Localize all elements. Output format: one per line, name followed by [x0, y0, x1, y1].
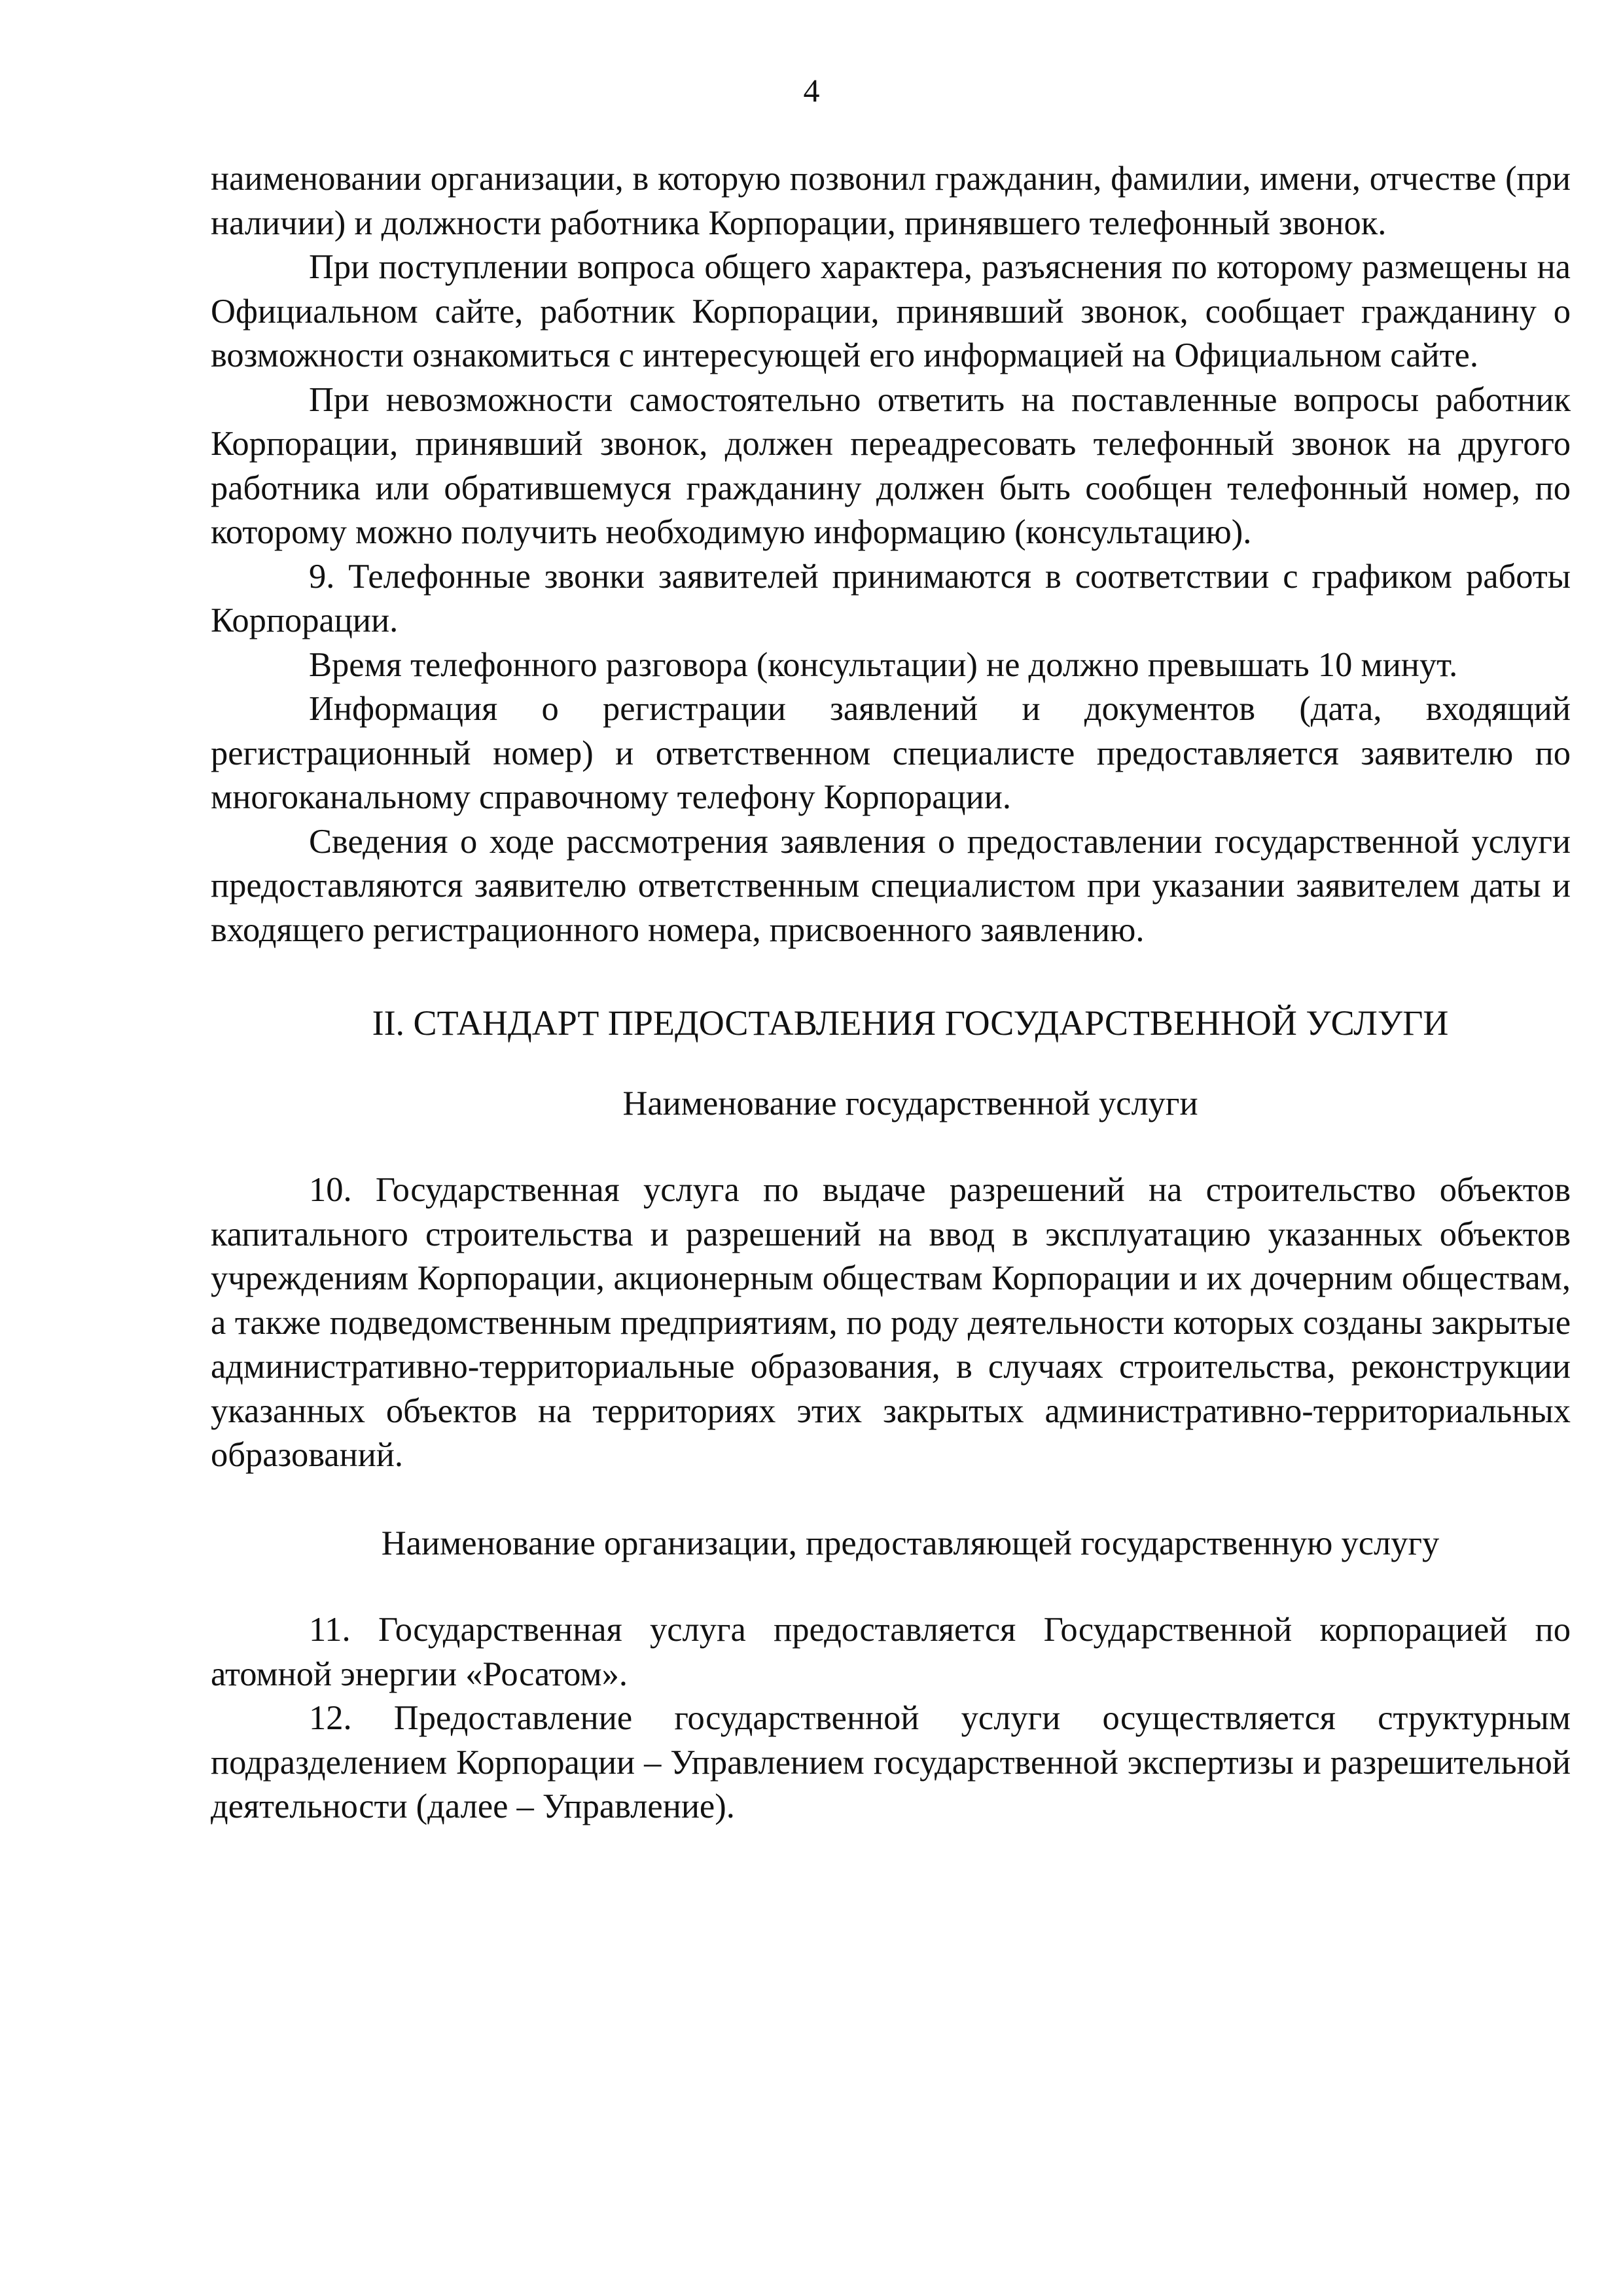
paragraph-application-status: Сведения о ходе рассмотрения заявления о предоставлении государственной услуги предоставляются заявителю ответственным специалистом при указании заявителем даты и входящего регистрационного номера, присвоенного заявлению. [211, 822, 1571, 949]
spacer [211, 952, 1571, 1001]
spacer [211, 1478, 1571, 1522]
paragraph-item-11: 11. Государственная услуга предоставляется Государственной корпорацией по атомной энергии «Росатом». [211, 1611, 1571, 1693]
document-body [211, 157, 1571, 1829]
paragraph-item-9: 9. Телефонные звонки заявителей принимаются в соответствии с графиком работы Корпорации. [211, 557, 1571, 639]
subheading-service-name: Наименование государственной услуги [622, 1084, 1198, 1122]
paragraph-item-10: 10. Государственная услуга по выдаче разрешений на строительство объектов капитального строительства и разрешений на ввод в эксплуатацию указанных объектов учреждениям Корпорации, акционерным обществам Корпорации и их дочерним обществам, а также подведомственным предприятиям, по роду деятельности которых созданы закрытые административно-территориальные образования, в случаях строительства, реконструкции указанных объектов на территориях этих закрытых административно-территориальных образований. [211, 1171, 1571, 1474]
paragraph-call-duration: Время телефонного разговора (консультации) не должно превышать 10 минут. [309, 645, 1458, 684]
section-title: II. СТАНДАРТ ПРЕДОСТАВЛЕНИЯ ГОСУДАРСТВЕННОЙ УСЛУГИ [372, 1003, 1449, 1043]
spacer [211, 1126, 1571, 1168]
page-number: 4 [803, 72, 820, 109]
paragraph-continuation: наименовании организации, в которую позвонил гражданин, фамилии, имени, отчестве (при наличии) и должности работника Корпорации, принявшего телефонный звонок. [211, 160, 1571, 242]
spacer [211, 1046, 1571, 1082]
subheading-provider-organization: Наименование организации, предоставляющей государственную услугу [381, 1524, 1440, 1562]
paragraph-redirect-call: При невозможности самостоятельно ответить на поставленные вопросы работник Корпорации, принявший звонок, должен переадресовать телефонный звонок на другого работника или обратившемуся гражданину должен быть сообщен телефонный номер, по которому можно получить необходимую информацию (консультацию). [211, 380, 1571, 551]
paragraph-registration-info: Информация о регистрации заявлений и документов (дата, входящий регистрационный номер) и ответственном специалисте предоставляется заявителю по многоканальному справочному телефону Корпорации. [211, 690, 1571, 816]
paragraph-general-question: При поступлении вопроса общего характера, разъяснения по которому размещены на Официальном сайте, работник Корпорации, принявший звонок, сообщает гражданину о возможности ознакомиться с интересующей его информацией на Официальном сайте. [211, 248, 1571, 374]
spacer [211, 1566, 1571, 1608]
paragraph-item-12: 12. Предоставление государственной услуги осуществляется структурным подразделением Корпорации – Управлением государственной экспертизы и разрешительной деятельности (далее – Управление). [211, 1699, 1571, 1825]
